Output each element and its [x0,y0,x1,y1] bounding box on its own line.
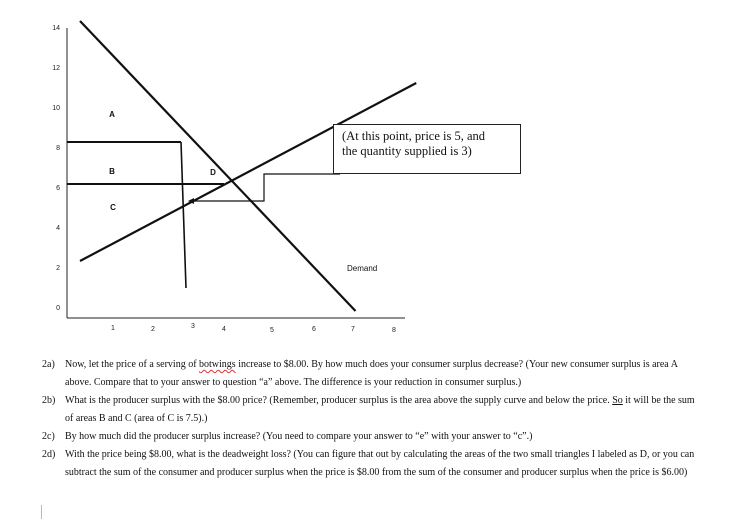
x-tick-label: 2 [151,326,155,333]
demand-curve [80,21,356,311]
question-text-run: With the price being $8.00, what is the deadweight loss? (You can figure that out by calculating the areas of the two small triangles I labeled as D, or you can subtract the sum of the consumer and producer surplus when the price is $8.00 from the sum of the consumer and producer surplus when the price is $6.00) [65,449,695,478]
x-tick-label: 1 [111,325,115,332]
region-label-a: A [109,110,115,119]
text-cursor [41,505,42,519]
x-tick-label: 3 [191,323,195,330]
y-tick-label: 12 [52,65,60,72]
y-tick-label: 10 [52,105,60,112]
callout-line-1: (At this point, price is 5, and [342,129,486,143]
x-tick-label: 6 [312,326,316,333]
region-label-b: B [109,167,115,176]
question-text [65,392,702,428]
demand-label: Demand [347,264,378,273]
question-text-run: What is the producer surplus with the $8.00 price? (Remember, producer surplus is the area above the supply curve and below the price. [65,395,613,406]
y-tick-label: 4 [56,225,60,232]
question-text-run: By how much did the producer surplus increase? (You need to compare your answer to “e” with your answer to “c”.) [65,431,533,442]
question-item [42,356,702,392]
question-number: 2b) [42,395,56,406]
x-tick-labels [111,323,396,334]
y-tick-label: 14 [52,25,60,32]
y-tick-label: 0 [56,305,60,312]
y-tick-label: 6 [56,185,60,192]
question-text [65,428,702,446]
question-item [42,392,702,428]
question-text-run: increase to $8.00. By how much does your consumer surplus decrease? (Your new consumer surplus is area A above. Compare that to your answer to question “a” above. The difference is your reduction in consumer surplus.) [65,359,678,388]
callout-line-2: the quantity supplied is 3) [342,144,472,158]
region-label-c: C [110,203,116,212]
region-label-d: D [210,168,216,177]
y-tick-label: 8 [56,145,60,152]
x-tick-label: 8 [392,327,396,334]
question-text [65,356,702,392]
question-text-run: it will be the sum of areas B and C (area of C is 7.5).) [65,395,695,424]
x-tick-label: 7 [351,326,355,333]
question-number: 2c) [42,431,55,442]
question-text-run: botwings [199,359,236,370]
step-line [190,174,340,201]
callout-box [333,124,521,174]
x-tick-label: 4 [222,326,226,333]
x-tick-label: 5 [270,327,274,334]
question-text [65,446,702,482]
question-item [42,446,702,482]
question-number: 2d) [42,449,56,460]
question-text-run: Now, let the price of a serving of [65,359,200,370]
question-text-run: So [612,395,623,406]
question-number: 2a) [42,359,55,370]
question-item [42,428,702,446]
question-list [42,356,702,482]
y-tick-label: 2 [56,265,60,272]
y-tick-labels [52,25,60,312]
vertical-quantity-line [181,142,186,288]
